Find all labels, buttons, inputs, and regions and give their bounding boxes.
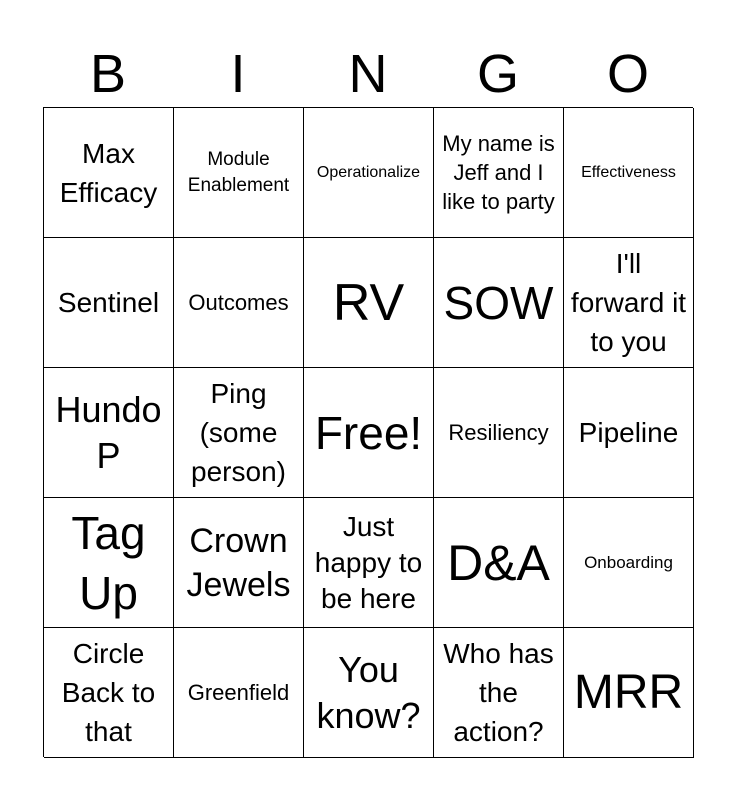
bingo-cell-r5c1[interactable] (44, 628, 174, 758)
cell-label: Module Enablement (187, 148, 290, 196)
cell-label: Pipeline (578, 417, 679, 448)
bingo-cell-r1c5[interactable] (564, 108, 694, 238)
bingo-cell-r3c5[interactable] (564, 368, 694, 498)
bingo-cell-r1c1[interactable] (44, 108, 174, 238)
header-letter-b: B (89, 44, 127, 104)
cell-label: D&A (447, 534, 550, 591)
bingo-cell-r2c1[interactable] (44, 238, 174, 368)
header-letter-g: G (476, 44, 519, 104)
cell-label: You know? (316, 648, 421, 736)
bingo-cell-r5c4[interactable] (434, 628, 564, 758)
header-letter-n: N (348, 44, 388, 104)
bingo-cell-r3c3[interactable] (304, 368, 434, 498)
cell-label: Ping (some person) (191, 378, 286, 487)
bingo-cell-r4c3[interactable] (304, 498, 434, 628)
bingo-cell-r2c3[interactable] (304, 238, 434, 368)
bingo-cell-r3c4[interactable] (434, 368, 564, 498)
cell-label: Crown Jewels (186, 521, 291, 604)
cell-label: Operationalize (316, 164, 421, 181)
cell-label: Outcomes (188, 290, 289, 315)
header-letter-i: I (230, 44, 246, 104)
cell-label: My name is Jeff and I like to party (442, 131, 555, 214)
bingo-cell-r1c4[interactable] (434, 108, 564, 238)
bingo-grid (43, 107, 693, 757)
bingo-cell-r1c3[interactable] (304, 108, 434, 238)
cell-label: Effectiveness (581, 164, 676, 181)
bingo-header (43, 44, 693, 104)
cell-label: MRR (573, 665, 684, 719)
cell-label: Resiliency (448, 420, 549, 445)
cell-label: Just happy to be here (314, 510, 423, 614)
cell-label: SOW (443, 276, 554, 329)
cell-label: Hundo P (55, 388, 162, 476)
cell-label: Max Efficacy (59, 137, 158, 208)
cell-label: Free! (314, 406, 423, 459)
cell-label: Sentinel (57, 287, 160, 318)
bingo-cell-r3c1[interactable] (44, 368, 174, 498)
bingo-cell-r1c2[interactable] (174, 108, 304, 238)
cell-label: Circle Back to that (61, 638, 156, 747)
bingo-cell-r2c5[interactable] (564, 238, 694, 368)
cell-label: Tag Up (71, 506, 146, 619)
bingo-cell-r4c2[interactable] (174, 498, 304, 628)
bingo-cell-r5c2[interactable] (174, 628, 304, 758)
bingo-cell-r4c5[interactable] (564, 498, 694, 628)
bingo-cell-r4c1[interactable] (44, 498, 174, 628)
bingo-cell-r5c5[interactable] (564, 628, 694, 758)
header-letter-o: O (606, 44, 649, 104)
cell-label: I'll forward it to you (570, 248, 687, 357)
cell-label: RV (332, 273, 405, 332)
cell-label: Who has the action? (443, 638, 554, 747)
bingo-cell-r5c3[interactable] (304, 628, 434, 758)
bingo-cell-r2c4[interactable] (434, 238, 564, 368)
bingo-cell-r2c2[interactable] (174, 238, 304, 368)
cell-label: Greenfield (187, 680, 290, 705)
bingo-cell-r4c4[interactable] (434, 498, 564, 628)
bingo-cell-r3c2[interactable] (174, 368, 304, 498)
cell-label: Onboarding (584, 553, 673, 572)
